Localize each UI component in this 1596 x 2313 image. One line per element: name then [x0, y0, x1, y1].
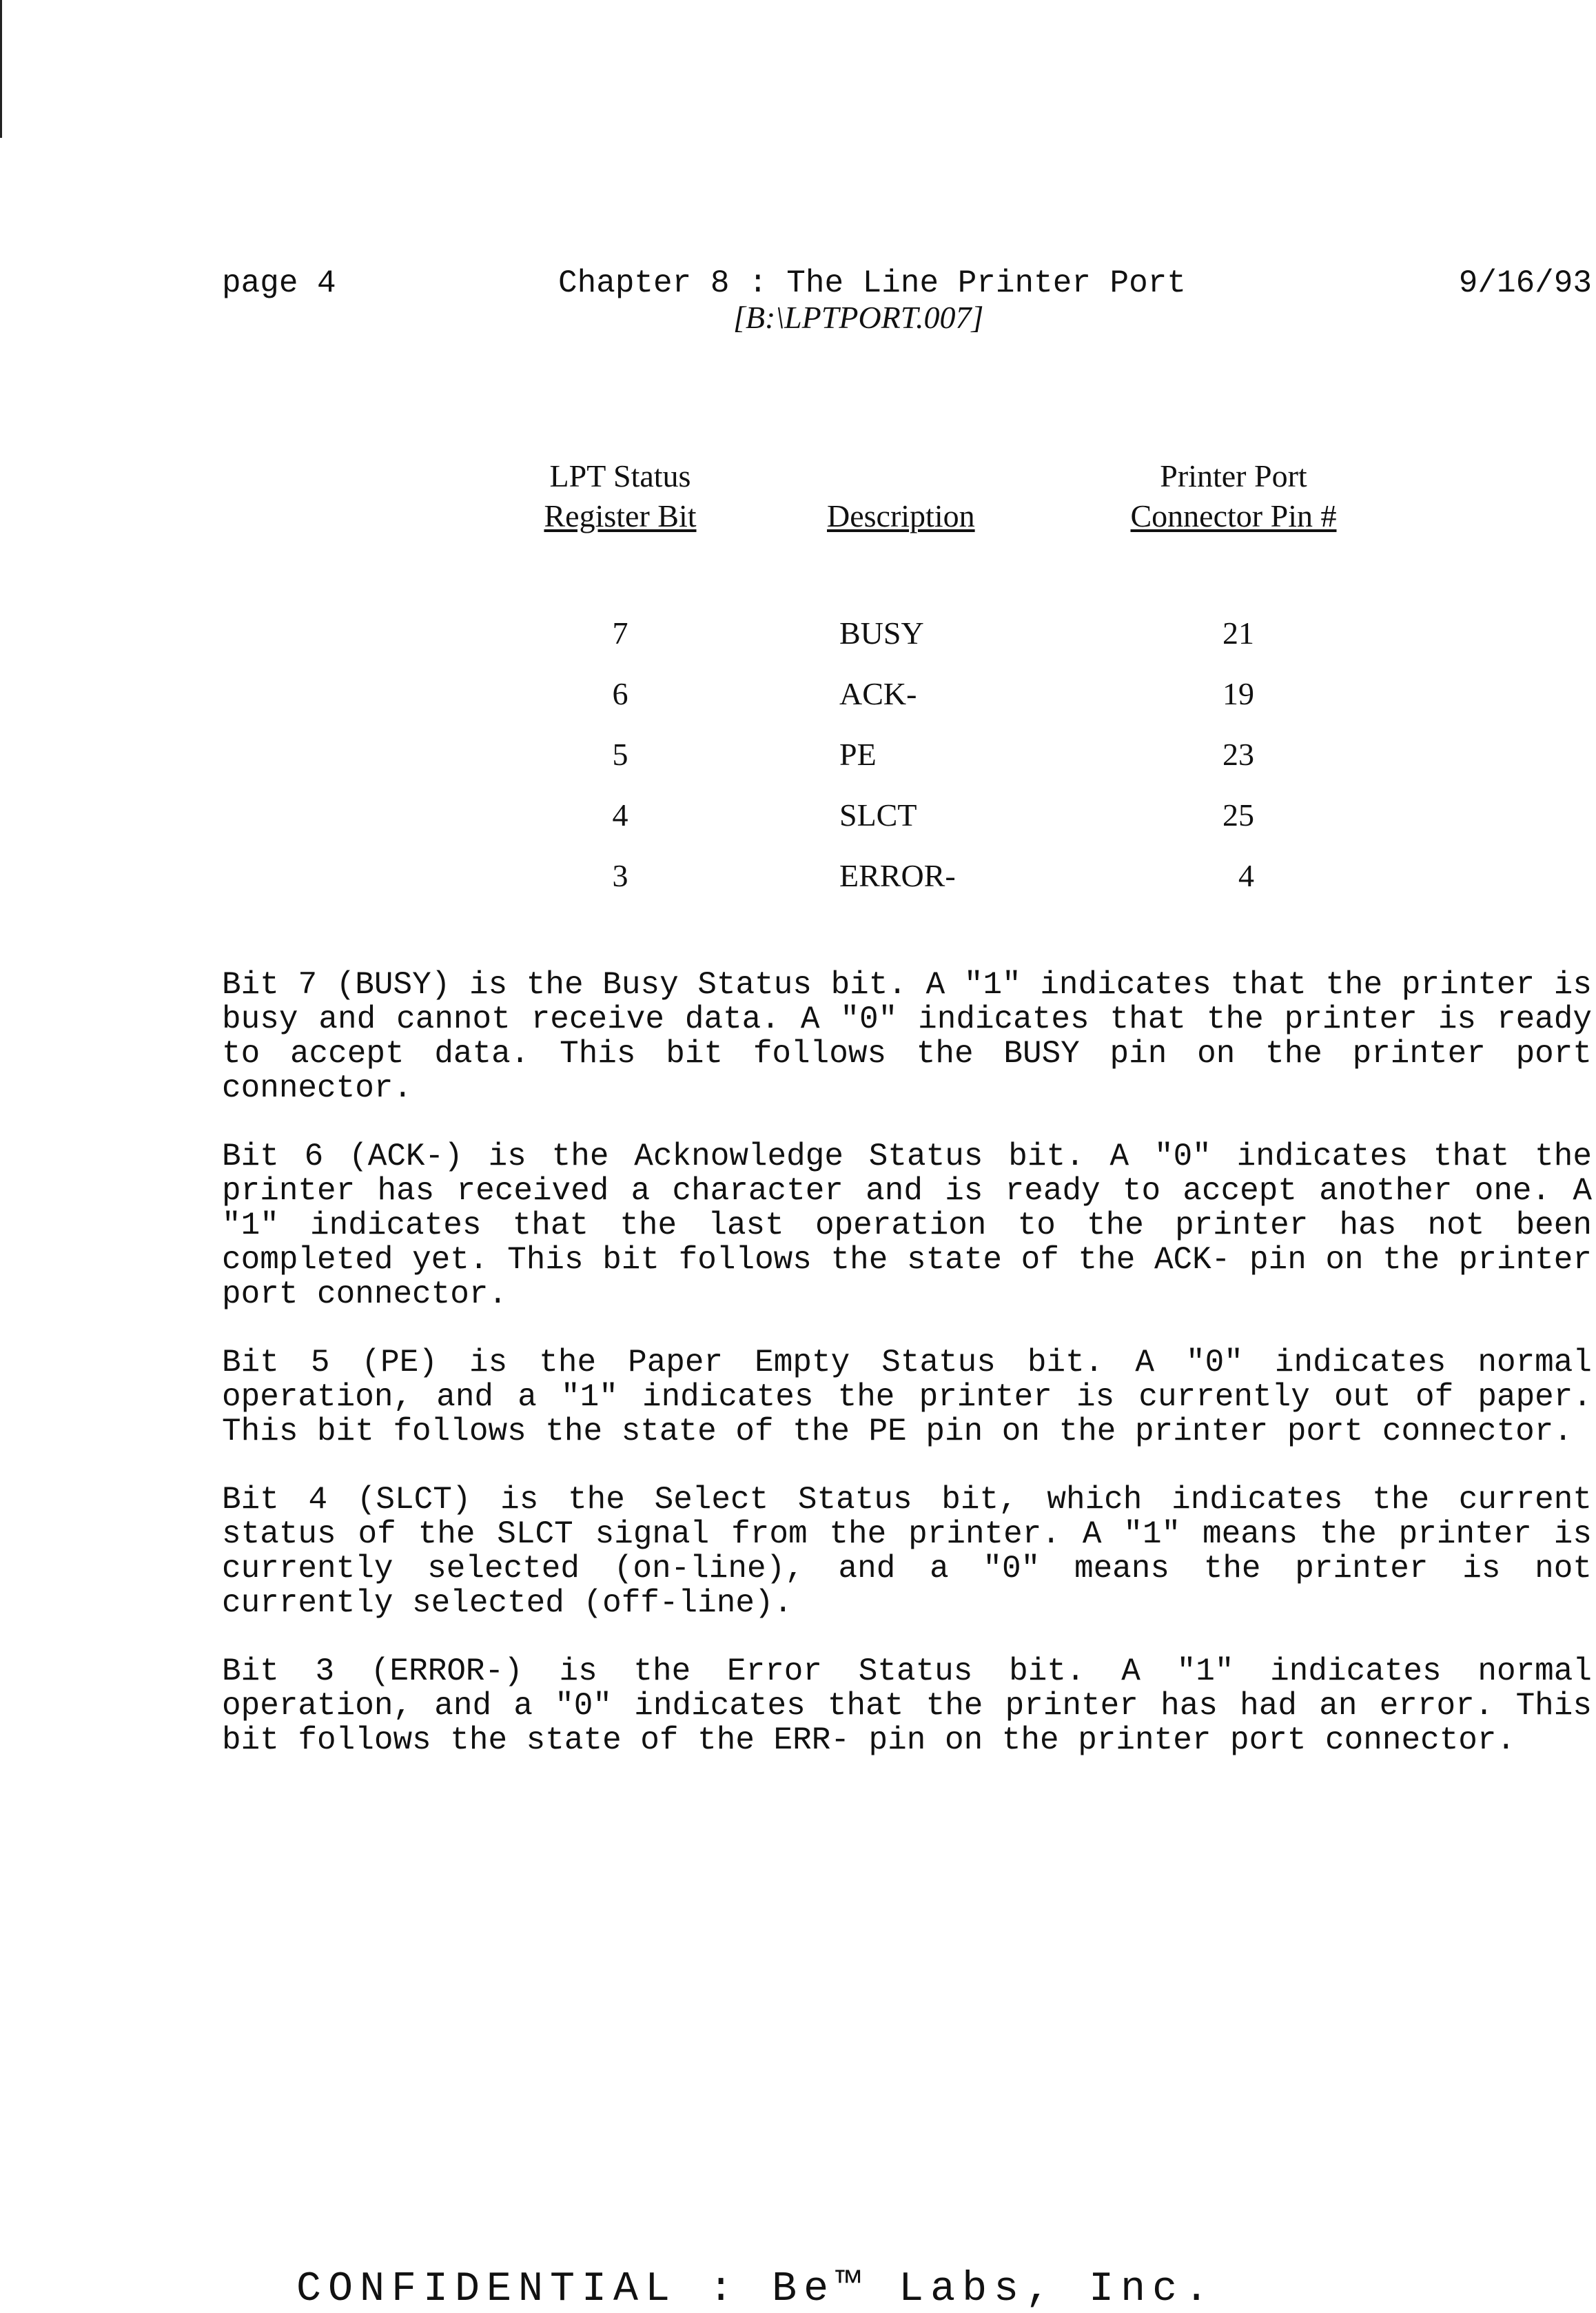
- column-header-register-bit-line1: LPT Status: [549, 458, 691, 493]
- description-cell: ERROR-: [839, 858, 956, 893]
- connector-pin-cell: 4: [1238, 858, 1254, 893]
- chapter-title: Chapter 8 : The Line Printer Port: [558, 265, 1186, 301]
- table-row: [0, 857, 1596, 918]
- connector-pin-cell: 23: [1222, 737, 1254, 772]
- connector-pin-cell: 19: [1222, 676, 1254, 711]
- register-bit-cell: 3: [612, 858, 628, 893]
- description-cell: ACK-: [839, 676, 917, 711]
- register-bit-cell: 6: [612, 676, 628, 711]
- page-number: page 4: [222, 265, 336, 301]
- column-header-connector-pin-line1: Printer Port: [1160, 458, 1307, 493]
- paragraph-bit-5: Bit 5 (PE) is the Paper Empty Status bit. A "0" indicates normal operation, and a "1" indicates the printer is currently out of paper. This bit follows the state of the PE pin on the printer port connector.: [222, 1345, 1592, 1449]
- column-header-register-bit: [524, 456, 717, 536]
- file-path: [B:\LPTPORT.007]: [733, 300, 984, 335]
- document-date: 9/16/93: [1458, 265, 1592, 301]
- column-header-connector-pin: [1103, 456, 1364, 536]
- connector-pin-cell: 21: [1222, 615, 1254, 651]
- table-row: [0, 797, 1596, 857]
- column-header-description: [827, 496, 1034, 536]
- paragraph-bit-4: Bit 4 (SLCT) is the Select Status bit, which indicates the current status of the SLCT signal from the printer. A "1" means the printer is currently selected (on-line), and a "0" means the printer is not currently selected (off-line).: [222, 1482, 1592, 1621]
- column-header-register-bit-line2: Register Bit: [544, 498, 697, 533]
- table-row: [0, 675, 1596, 736]
- body-text: [222, 968, 1592, 1791]
- table-row: [0, 736, 1596, 797]
- register-bit-cell: 5: [612, 737, 628, 772]
- description-cell: PE: [839, 737, 877, 772]
- description-cell: SLCT: [839, 797, 917, 833]
- column-header-description-label: Description: [827, 498, 975, 533]
- table-row: [0, 615, 1596, 675]
- status-bit-table: [0, 615, 1596, 918]
- paragraph-bit-3: Bit 3 (ERROR-) is the Error Status bit. A "1" indicates normal operation, and a "0" indicates that the printer has had an error. This bit follows the state of the ERR- pin on the printer port connector.: [222, 1653, 1592, 1758]
- connector-pin-cell: 25: [1222, 797, 1254, 833]
- scan-edge-line: [0, 0, 2, 138]
- paragraph-bit-7: Bit 7 (BUSY) is the Busy Status bit. A "1" indicates that the printer is busy and cannot receive data. A "0" indicates that the printer is ready to accept data. This bit follows the BUSY pin on the printer port connector.: [222, 967, 1592, 1106]
- confidential-footer: CONFIDENTIAL : Be™ Labs, Inc.: [296, 2266, 1216, 2313]
- register-bit-cell: 4: [612, 797, 628, 833]
- description-cell: BUSY: [839, 615, 924, 651]
- register-bit-cell: 7: [612, 615, 628, 651]
- column-header-connector-pin-line2: Connector Pin #: [1130, 498, 1337, 533]
- paragraph-bit-6: Bit 6 (ACK-) is the Acknowledge Status bit. A "0" indicates that the printer has received a character and is ready to accept another one. A "1" indicates that the last operation to the printer has not been completed yet. This bit follows the state of the ACK- pin on the printer port connector.: [222, 1139, 1592, 1312]
